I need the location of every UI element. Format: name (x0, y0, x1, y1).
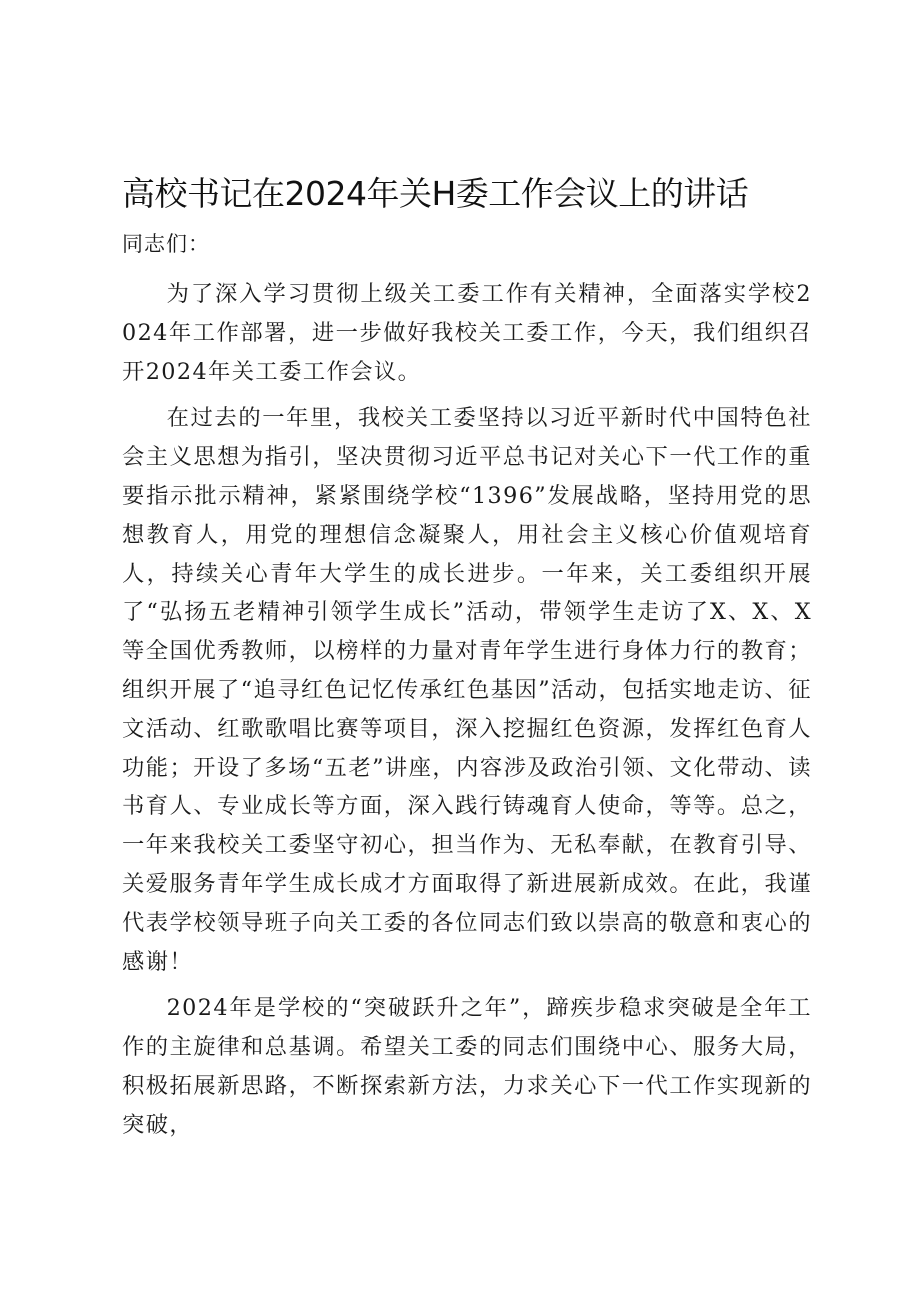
paragraph-review: 在过去的一年里，我校关工委坚持以习近平新时代中国特色社会主义思想为指引，坚决贯彻习近平总书记对关心下一代工作的重要指示批示精神，紧紧围绕学校“1396”发展战略，坚持用党的思想教育人，用党的理想信念凝聚人，用社会主义核心价值观培育人，持续关心青年大学生的成长进步。一年来，关工委组织开展了“弘扬五老精神引领学生成长”活动，带领学生走访了X、X、X等全国优秀教师，以榜样的力量对青年学生进行身体力行的教育；组织开展了“追寻红色记忆传承红色基因”活动，包括实地走访、征文活动、红歌歌唱比赛等项目，深入挖掘红色资源，发挥红色育人功能；开设了多场“五老”讲座，内容涉及政治引领、文化带动、读书育人、专业成长等方面，深入践行铸魂育人使命，等等。总之，一年来我校关工委坚守初心，担当作为、无私奉献，在教育引导、关爱服务青年学生成长成才方面取得了新进展新成效。在此，我谨代表学校领导班子向关工委的各位同志们致以崇高的敬意和衷心的感谢！ (122, 405, 812, 975)
document-title: 高校书记在2024年关H委工作会议上的讲话 (122, 174, 749, 213)
paragraph-intro: 为了深入学习贯彻上级关工委工作有关精神，全面落实学校2024年工作部署，进一步做好我校关工委工作，今天，我们组织召开2024年关工委工作会议。 (122, 281, 812, 385)
salutation: 同志们： (122, 232, 210, 256)
document-body (122, 275, 812, 1153)
paragraph-outlook: 2024年是学校的“突破跃升之年”，蹄疾步稳求突破是全年工作的主旋律和总基调。希望关工委的同志们围绕中心、服务大局，积极拓展新思路，不断探索新方法，力求关心下一代工作实现新的突破， (122, 995, 812, 1138)
